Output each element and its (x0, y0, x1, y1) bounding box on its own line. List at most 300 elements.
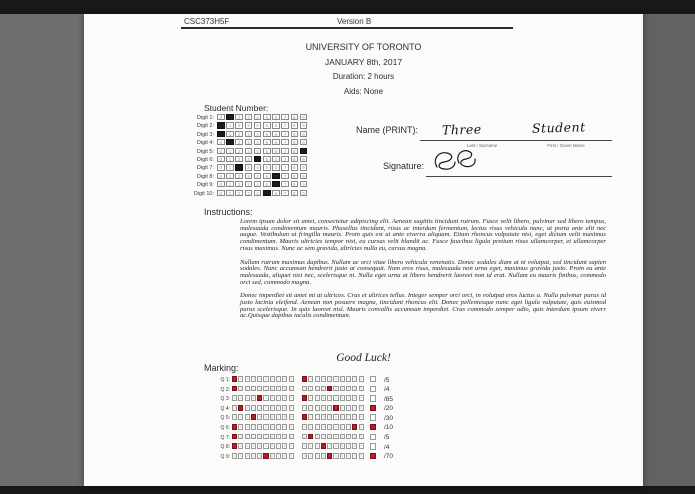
digit-bubble: 5 (263, 173, 271, 179)
digit-bubble: 3 (245, 122, 253, 128)
marking-total-box (370, 443, 376, 449)
marking-cell: 0 (303, 444, 306, 449)
marking-grid-1 (232, 395, 294, 401)
marking-grid-1 (232, 414, 294, 420)
handwritten-last-name: Three (441, 121, 482, 138)
handwritten-signature-scribble (430, 146, 484, 178)
name-print-label: Name (PRINT): (356, 125, 419, 135)
digit-bubble: 5 (263, 122, 271, 128)
marking-grid-2 (302, 434, 364, 440)
marking-cell-filled (327, 386, 332, 392)
marking-cell: 3 (252, 424, 255, 429)
marking-cell: 8 (353, 396, 356, 401)
marking-cell: 7 (277, 386, 280, 391)
digit-row-label: Digit 3: (196, 131, 214, 138)
digit-bubble: 3 (245, 164, 253, 170)
marking-cell: 2 (316, 386, 319, 391)
scan-border-bottom (0, 486, 695, 494)
marking-cell: 8 (283, 396, 286, 401)
marking-cell: 1 (239, 386, 242, 391)
digit-bubble: 3 (245, 156, 253, 162)
marking-cell: 5 (265, 405, 267, 410)
digit-bubble: 1 (226, 148, 234, 154)
first-given-name-caption: First / Given Name (547, 142, 585, 148)
marking-cell: 8 (283, 377, 286, 381)
digit-bubble: 7 (281, 181, 289, 187)
handwritten-first-name: Student (531, 119, 586, 136)
marking-cell: 4 (328, 405, 331, 410)
marking-cell: 0 (303, 453, 306, 458)
marking-cell: 8 (283, 424, 286, 429)
marking-cell: 4 (328, 396, 331, 401)
marking-cell: 7 (277, 415, 280, 420)
marking-cell: 6 (341, 453, 344, 458)
marking-cell: 5 (335, 396, 337, 401)
question-label: Q 8: (220, 444, 230, 451)
marking-cell: 4 (328, 377, 331, 381)
question-label: Q 5: (220, 415, 230, 422)
digit-bubble-filled (217, 122, 225, 128)
marking-cell: 1 (239, 444, 242, 449)
student-digit-row (180, 164, 410, 172)
digit-bubble-filled (272, 173, 280, 179)
marking-row (214, 424, 514, 434)
marking-total-box (370, 434, 376, 440)
marking-cell: 2 (246, 453, 249, 458)
marking-cell: 9 (290, 396, 293, 401)
marking-cell: 1 (239, 415, 242, 420)
marking-cell: 3 (252, 434, 255, 439)
marking-total-box (370, 414, 376, 420)
marking-cell: 3 (322, 453, 325, 458)
marking-cell: 2 (246, 377, 249, 381)
marking-cell: 7 (347, 386, 350, 391)
marking-cell: 8 (353, 444, 356, 449)
digit-bubble: 5 (263, 139, 271, 145)
marking-table (214, 376, 514, 462)
student-digit-row (180, 190, 410, 198)
marking-cell: 2 (246, 386, 249, 391)
digit-bubble: 4 (254, 122, 262, 128)
marking-cell: 8 (283, 415, 286, 420)
marking-cell: 0 (303, 424, 306, 429)
digit-bubble: 1 (226, 122, 234, 128)
marking-cell: 1 (239, 453, 242, 458)
marking-cell: 4 (328, 415, 331, 420)
digit-bubble-strip (217, 148, 307, 154)
marking-cell: 9 (290, 444, 293, 449)
digit-bubble: 2 (235, 139, 243, 145)
marking-cell: 0 (233, 405, 236, 410)
marking-cell: 2 (316, 444, 319, 449)
question-label: Q 2: (220, 386, 230, 393)
student-digit-row (180, 148, 410, 156)
marking-row (214, 434, 514, 444)
digit-bubble: 8 (291, 181, 299, 187)
question-label: Q 9: (220, 453, 230, 460)
question-label: Q 1: (220, 377, 230, 383)
marking-total-box (370, 386, 376, 392)
marking-cell: 8 (353, 415, 356, 420)
digit-bubble: 9 (300, 173, 308, 179)
digit-bubble: 0 (217, 164, 225, 170)
marking-grid-1 (232, 434, 294, 440)
marking-cell: 1 (309, 405, 312, 410)
digit-bubble: 7 (281, 173, 289, 179)
marking-cell: 9 (360, 415, 363, 420)
marking-cell: 1 (309, 444, 312, 449)
digit-bubble: 5 (263, 148, 271, 154)
student-digit-row (180, 181, 410, 189)
question-label: Q 6: (220, 424, 230, 431)
digit-bubble: 9 (300, 122, 308, 128)
marking-cell-filled (232, 434, 237, 440)
marking-cell: 0 (233, 453, 236, 458)
marking-total-box (370, 395, 376, 401)
digit-row-label: Digit 9: (196, 182, 214, 189)
marking-cell-filled (251, 414, 256, 420)
marking-grid-2 (302, 424, 364, 430)
digit-bubble: 6 (272, 114, 280, 120)
digit-bubble: 4 (254, 114, 262, 120)
marking-cell: 3 (322, 434, 325, 439)
digit-bubble: 8 (291, 148, 299, 154)
marking-cell: 3 (252, 405, 255, 410)
marking-cell: 9 (290, 386, 293, 391)
marking-grid-2 (302, 443, 364, 449)
marking-cell: 3 (322, 396, 325, 401)
marking-cell-filled (352, 424, 357, 430)
marking-cell: 7 (347, 415, 350, 420)
marking-cell: 2 (246, 405, 249, 410)
digit-bubble: 5 (263, 164, 271, 170)
marking-cell: 8 (353, 377, 356, 381)
marking-cell: 3 (322, 405, 325, 410)
digit-bubble: 8 (291, 156, 299, 162)
digit-bubble: 6 (272, 156, 280, 162)
university-title: UNIVERSITY OF TORONTO (305, 42, 422, 52)
digit-row-label: Digit 7: (196, 165, 214, 172)
question-score: /4 (384, 443, 390, 451)
marking-cell: 5 (335, 424, 337, 429)
title-block (84, 42, 643, 102)
digit-bubble: 7 (281, 122, 289, 128)
marking-cell: 1 (239, 434, 242, 439)
question-score: /5 (384, 376, 390, 384)
digit-bubble: 6 (272, 139, 280, 145)
marking-cell: 5 (265, 424, 267, 429)
marking-grid-1 (232, 405, 294, 411)
digit-bubble: 4 (254, 164, 262, 170)
marking-cell-filled (302, 414, 307, 420)
digit-bubble: 3 (245, 114, 253, 120)
marking-cell: 3 (252, 386, 255, 391)
digit-bubble: 8 (291, 139, 299, 145)
question-score: /10 (384, 424, 394, 432)
digit-bubble: 0 (217, 181, 225, 187)
marking-cell: 9 (360, 386, 363, 391)
marking-cell: 3 (252, 396, 255, 401)
digit-bubble: 7 (281, 131, 289, 137)
digit-bubble: 8 (291, 164, 299, 170)
version-label: Version B (337, 17, 372, 26)
marking-cell: 8 (283, 453, 286, 458)
marking-cell: 2 (316, 405, 319, 410)
marking-total-box (370, 424, 376, 430)
marking-row (214, 453, 514, 463)
marking-cell: 1 (309, 396, 312, 401)
marking-cell: 9 (290, 434, 293, 439)
marking-cell-filled (302, 376, 307, 382)
marking-cell: 4 (258, 377, 261, 381)
digit-bubble: 0 (217, 114, 225, 120)
marking-cell: 6 (341, 434, 344, 439)
student-number-label: Student Number: (204, 103, 269, 113)
marking-cell: 7 (277, 377, 280, 381)
marking-grid-2 (302, 453, 364, 459)
digit-bubble: 9 (300, 181, 308, 187)
digit-bubble: 1 (226, 131, 234, 137)
marking-cell: 8 (283, 444, 286, 449)
marking-cell: 0 (233, 415, 236, 420)
marking-cell: 9 (360, 405, 363, 410)
digit-bubble: 8 (291, 114, 299, 120)
marking-cell: 7 (277, 396, 280, 401)
marking-cell: 6 (271, 424, 274, 429)
marking-cell: 4 (258, 415, 261, 420)
marking-cell: 3 (322, 386, 325, 391)
marking-cell: 7 (347, 405, 350, 410)
digit-bubble: 2 (235, 114, 243, 120)
digit-bubble: 7 (281, 164, 289, 170)
marking-cell: 2 (316, 396, 319, 401)
marking-label: Marking: (204, 363, 239, 373)
question-score: /20 (384, 405, 394, 413)
marking-row (214, 405, 514, 415)
marking-cell: 2 (316, 424, 319, 429)
marking-cell-filled (257, 395, 262, 401)
digit-bubble: 8 (291, 131, 299, 137)
marking-cell-filled (232, 443, 237, 449)
marking-cell: 8 (353, 405, 356, 410)
digit-bubble: 3 (245, 173, 253, 179)
marking-cell: 5 (335, 453, 337, 458)
marking-cell: 5 (335, 434, 337, 439)
digit-bubble: 3 (245, 139, 253, 145)
digit-bubble-strip (217, 181, 307, 187)
student-digit-row (180, 114, 410, 122)
digit-bubble: 6 (272, 122, 280, 128)
digit-bubble: 0 (217, 173, 225, 179)
good-luck-text: Good Luck! (336, 352, 391, 364)
instructions-text (240, 219, 606, 327)
marking-cell: 9 (290, 453, 293, 458)
marking-cell: 6 (341, 405, 344, 410)
question-label: Q 4: (220, 405, 230, 412)
marking-cell: 5 (335, 415, 337, 420)
question-label: Q 3: (220, 396, 230, 403)
marking-cell: 1 (309, 377, 312, 381)
marking-grid-1 (232, 424, 294, 430)
marking-grid-1 (232, 443, 294, 449)
instructions-paragraph-3: Donec imperdiet sit amet mi at ultrices. Cras et ultrices tellus. Integer semper orci orci, in volutpat eros luctus a. Nulla pulvinar purus id justo lacinia eleifend. Aenean non posuere magna, tincidunt rhoncus elit. Donec pellentesque nunc eget ligula vulputate, quis euismod purus scelerisque. In quis laoreet nisl. Mauris convallis accumsan imperdiet. Cras commodo semper odio, quis interdum ipsum viverr ac.Quisque dapibus iaculis condimentum. (240, 292, 606, 320)
digit-bubble: 8 (291, 122, 299, 128)
marking-row (214, 386, 514, 396)
digit-bubble-strip (217, 114, 307, 120)
marking-cell-filled (232, 376, 237, 382)
marking-cell: 6 (271, 434, 274, 439)
marking-cell: 8 (283, 386, 286, 391)
digit-bubble: 9 (300, 114, 308, 120)
marking-grid-2 (302, 405, 364, 411)
marking-cell-filled (232, 386, 237, 392)
marking-cell: 1 (309, 424, 312, 429)
marking-cell: 1 (309, 453, 312, 458)
marking-grid-2 (302, 386, 364, 392)
marking-cell: 9 (290, 424, 293, 429)
marking-cell-filled (308, 434, 313, 440)
marking-cell: 5 (265, 386, 267, 391)
marking-cell: 1 (239, 396, 242, 401)
digit-row-label: Digit 4: (196, 140, 214, 147)
marking-grid-1 (232, 453, 294, 459)
marking-grid-2 (302, 376, 364, 382)
digit-row-label: Digit 2: (196, 123, 214, 130)
marking-cell: 6 (271, 415, 274, 420)
marking-cell: 6 (341, 424, 344, 429)
marking-cell: 3 (322, 424, 325, 429)
digit-bubble: 4 (254, 190, 262, 196)
scan-border-left (0, 14, 84, 486)
marking-cell: 3 (252, 453, 255, 458)
digit-bubble: 2 (235, 181, 243, 187)
marking-cell: 6 (341, 444, 344, 449)
marking-cell: 7 (347, 434, 350, 439)
marking-cell: 3 (322, 415, 325, 420)
marking-cell: 7 (277, 434, 280, 439)
digit-bubble-strip (217, 164, 307, 170)
digit-bubble: 1 (226, 164, 234, 170)
digit-bubble-strip (217, 173, 307, 179)
exam-cover-page (84, 14, 643, 486)
digit-bubble-filled (300, 148, 308, 154)
marking-cell: 6 (271, 405, 274, 410)
marking-cell: 6 (341, 386, 344, 391)
marking-cell: 3 (252, 377, 255, 381)
marking-grid-2 (302, 414, 364, 420)
digit-bubble: 4 (254, 173, 262, 179)
marking-row (214, 376, 514, 386)
marking-cell: 1 (309, 415, 312, 420)
digit-bubble: 3 (245, 148, 253, 154)
marking-cell: 1 (239, 424, 242, 429)
marking-cell: 2 (316, 415, 319, 420)
marking-cell-filled (238, 405, 243, 411)
digit-row-label: Digit 5: (196, 148, 214, 155)
digit-bubble: 9 (300, 190, 308, 196)
digit-bubble: 7 (281, 148, 289, 154)
marking-cell: 7 (347, 444, 350, 449)
marking-cell: 2 (316, 434, 319, 439)
student-digit-row (180, 173, 410, 181)
marking-cell: 4 (328, 444, 331, 449)
question-label: Q 7: (220, 434, 230, 441)
marking-cell: 6 (341, 396, 344, 401)
marking-cell: 5 (335, 386, 337, 391)
digit-bubble: 3 (245, 181, 253, 187)
instructions-paragraph-2: Nullam rutrum maximus dapibus. Nullam ac orci vitae libero vehicula venenatis. Donec sodales diam at ni volutpat, sed tincidunt sapien sodales. Nunc accumsan hendrerit justo at consequat. Nam eros risus, malesuada non urna eget, maximus gravida justo. Proin eu ante malesuada, aliquet nisi nec, scelerisque ni. Nulla eget urna at libero hendrerit laoreet non id erat. Nullam eu mauris finibus, commodo orci sed, commodo magna. (240, 258, 606, 286)
digit-bubble: 5 (263, 156, 271, 162)
exam-duration: Duration: 2 hours (332, 72, 395, 81)
question-score: /30 (384, 414, 394, 422)
marking-cell-filled (232, 424, 237, 430)
marking-cell: 7 (277, 405, 280, 410)
marking-cell: 4 (258, 453, 261, 458)
digit-bubble-filled (272, 181, 280, 187)
marking-cell: 5 (335, 444, 337, 449)
digit-bubble: 7 (281, 139, 289, 145)
question-score: /85 (384, 395, 394, 403)
scan-border-top (0, 0, 695, 14)
question-score: /70 (384, 453, 394, 461)
digit-bubble: 4 (254, 139, 262, 145)
digit-bubble: 8 (291, 173, 299, 179)
digit-bubble: 6 (272, 164, 280, 170)
digit-bubble: 2 (235, 173, 243, 179)
digit-bubble-strip (217, 122, 307, 128)
digit-bubble-strip (217, 190, 307, 196)
digit-bubble-filled (226, 139, 234, 145)
marking-grid-2 (302, 395, 364, 401)
marking-cell: 7 (347, 453, 350, 458)
marking-cell: 3 (252, 444, 255, 449)
marking-cell: 4 (258, 424, 261, 429)
marking-cell: 9 (290, 405, 293, 410)
digit-bubble: 2 (235, 190, 243, 196)
marking-cell-filled (321, 443, 326, 449)
marking-row (214, 414, 514, 424)
course-code: CSC373H5F (184, 17, 230, 26)
marking-cell: 9 (360, 424, 363, 429)
digit-bubble: 5 (263, 131, 271, 137)
marking-cell: 7 (277, 453, 280, 458)
marking-cell: 6 (271, 396, 274, 401)
marking-cell: 5 (265, 434, 267, 439)
marking-cell: 0 (303, 405, 306, 410)
marking-cell: 5 (265, 444, 267, 449)
marking-cell: 6 (271, 377, 274, 381)
marking-cell: 5 (265, 415, 267, 420)
digit-bubble: 5 (263, 181, 271, 187)
student-digit-row (180, 156, 410, 164)
marking-cell: 1 (239, 377, 242, 381)
marking-cell: 0 (233, 396, 236, 401)
digit-row-label: Digit 1: (196, 115, 214, 121)
instructions-label: Instructions: (204, 207, 253, 217)
marking-cell: 8 (283, 405, 286, 410)
digit-bubble: 2 (235, 148, 243, 154)
digit-bubble: 9 (300, 139, 308, 145)
digit-row-label: Digit 6: (196, 156, 214, 163)
marking-cell: 4 (328, 434, 331, 439)
digit-bubble: 2 (235, 156, 243, 162)
marking-cell: 2 (316, 453, 319, 458)
digit-bubble-filled (217, 131, 225, 137)
marking-total-box (370, 453, 376, 459)
marking-cell: 7 (277, 424, 280, 429)
marking-cell: 9 (360, 434, 363, 439)
digit-bubble: 6 (272, 131, 280, 137)
